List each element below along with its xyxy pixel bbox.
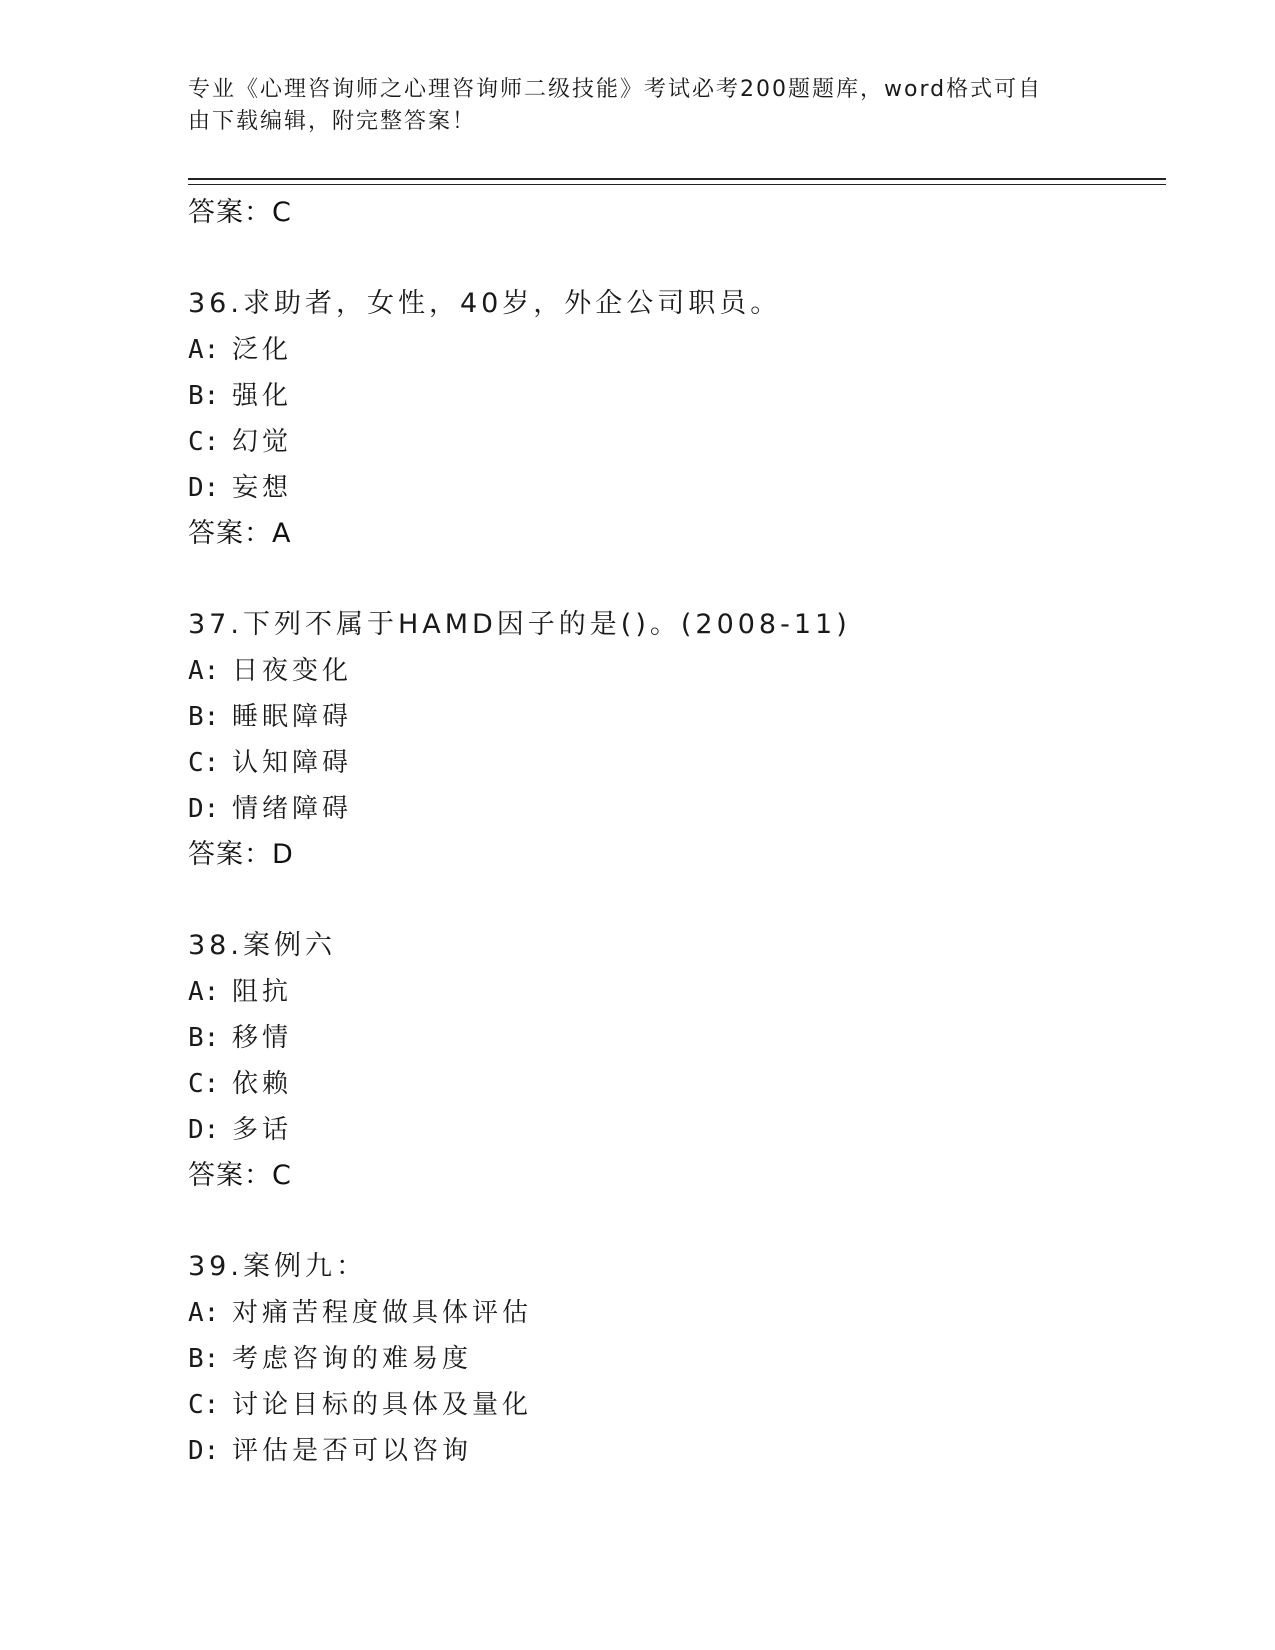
option-text: 依赖 (232, 1069, 293, 1099)
header-divider (188, 178, 1166, 185)
option-text: 对痛苦程度做具体评估 (232, 1298, 533, 1328)
option-key: C: (188, 748, 220, 778)
option-text: 多话 (232, 1115, 293, 1145)
option-text: 睡眠障碍 (232, 702, 353, 732)
question-text: 37.下列不属于HAMD因子的是()。(2008-11) (188, 609, 851, 640)
question-list (188, 190, 1166, 1474)
option-b (188, 373, 1166, 419)
option-a (188, 648, 1166, 694)
document-header (188, 74, 1068, 138)
option-text: 认知障碍 (232, 748, 353, 778)
option-text: 移情 (232, 1023, 293, 1053)
option-d (188, 786, 1166, 832)
spacer (188, 557, 1166, 602)
option-text: 评估是否可以咨询 (232, 1436, 473, 1466)
option-key: A: (188, 977, 220, 1007)
option-text: 日夜变化 (232, 656, 353, 686)
spacer (188, 878, 1166, 923)
option-key: C: (188, 1390, 220, 1420)
option-a (188, 1290, 1166, 1336)
option-b (188, 1015, 1166, 1061)
question-text: 39.案例九： (188, 1251, 367, 1282)
option-d (188, 1428, 1166, 1474)
question-block-38 (188, 923, 1166, 1199)
option-key: A: (188, 656, 220, 686)
question-text: 36.求助者，女性，40岁，外企公司职员。 (188, 288, 782, 319)
option-b (188, 1336, 1166, 1382)
option-text: 情绪障碍 (232, 794, 353, 824)
option-text: 阻抗 (232, 977, 293, 1007)
option-key: B: (188, 1023, 220, 1053)
answer-line: 答案：A (188, 518, 292, 549)
option-a (188, 327, 1166, 373)
option-key: B: (188, 1344, 220, 1374)
option-key: B: (188, 702, 220, 732)
header-intro-line-1: 专业《心理咨询师之心理咨询师二级技能》考试必考200题题库，word格式可自 (188, 77, 1043, 102)
answer-line: 答案：D (188, 839, 294, 870)
option-key: D: (188, 1436, 220, 1466)
option-text: 泛化 (232, 335, 293, 365)
option-c (188, 740, 1166, 786)
option-a (188, 969, 1166, 1015)
spacer (188, 1199, 1166, 1244)
question-block-36 (188, 281, 1166, 557)
option-key: A: (188, 335, 220, 365)
option-text: 妄想 (232, 473, 293, 503)
option-c (188, 1382, 1166, 1428)
option-key: B: (188, 381, 220, 411)
option-c (188, 419, 1166, 465)
option-d (188, 465, 1166, 511)
question-block-39 (188, 1244, 1166, 1474)
option-key: C: (188, 427, 220, 457)
answer-line-35: 答案：C (188, 197, 292, 228)
option-c (188, 1061, 1166, 1107)
option-key: D: (188, 473, 220, 503)
option-key: C: (188, 1069, 220, 1099)
spacer (188, 236, 1166, 281)
header-intro-line-2: 由下载编辑，附完整答案！ (188, 109, 477, 134)
option-b (188, 694, 1166, 740)
option-text: 讨论目标的具体及量化 (232, 1390, 533, 1420)
option-d (188, 1107, 1166, 1153)
option-text: 强化 (232, 381, 293, 411)
question-block-37 (188, 602, 1166, 878)
answer-line: 答案：C (188, 1160, 292, 1191)
option-key: D: (188, 794, 220, 824)
option-key: D: (188, 1115, 220, 1145)
option-text: 幻觉 (232, 427, 293, 457)
question-text: 38.案例六 (188, 930, 336, 961)
option-text: 考虑咨询的难易度 (232, 1344, 473, 1374)
option-key: A: (188, 1298, 220, 1328)
